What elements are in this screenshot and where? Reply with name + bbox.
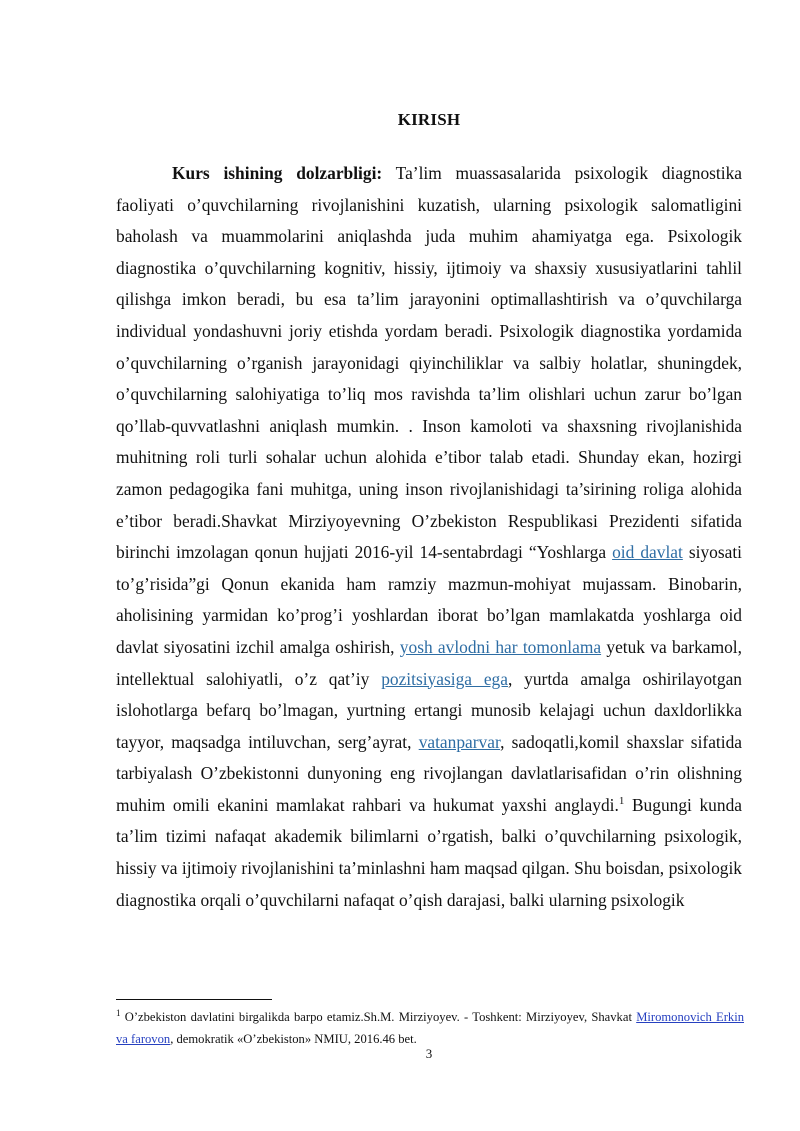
footnote-link[interactable]: Miromonovich Erkin va farovon bbox=[116, 1010, 744, 1046]
link-vatanparvar[interactable]: vatanparvar bbox=[418, 731, 501, 752]
link-oid-davlat[interactable]: oid davlat bbox=[612, 542, 683, 563]
link-yosh-avlodni[interactable]: yosh avlodni har tomonlama bbox=[399, 636, 602, 657]
page-number: 3 bbox=[425, 1046, 433, 1061]
lead-label: Kurs ishining dolzarbligi: bbox=[172, 163, 383, 183]
footnote-reference[interactable]: 1 bbox=[618, 795, 625, 808]
body-segment: , yurtda amalga oshirilayotgan islohotlarga befarq bo’lmagan, yurtning ertangi munosib kelajagi uchun daxldorlikka tayyor, maqsadga intiluvchan, serg’ayrat, bbox=[116, 668, 742, 752]
footnote bbox=[116, 1006, 744, 1050]
footnote-divider bbox=[116, 999, 272, 1000]
page-heading: KIRISH bbox=[397, 110, 461, 129]
footnote-number: 1 bbox=[116, 1007, 121, 1018]
body-segment: , sadoqatli,komil shaxslar sifatida tarbiyalash O’zbekistonni dunyoning eng rivojlangan davlatlarisafidan o’rin olishning muhim omili ekanini mamlakat rahbari va hukumat yaxshi anglaydi. bbox=[116, 731, 742, 815]
link-pozitsiyasiga-ega[interactable]: pozitsiyasiga ega bbox=[381, 668, 508, 689]
body-text bbox=[116, 158, 742, 916]
body-segment: Ta’lim muassasalarida psixologik diagnostika faoliyati o’quvchilarning rivojlanishini kuzatish, ularning psixologik salomatligini baholash va muammolarini aniqlashda juda muhim ahamiyatga ega. Psixologik diagnostika o’quvchilarning kognitiv, hissiy, ijtimoiy va shaxsiy xususiyatlarini tahlil qilishga imkon beradi, bu esa ta’lim jarayonini optimallashtirish va o’quvchilarga individual yondashuvni joriy etishda yordam beradi. Psixologik diagnostika yordamida o’quvchilarning o’rganish jarayonidagi qiyinchiliklar va salbiy holatlar, shuningdek, o’quvchilarning salohiyatiga to’liq mos ravishda ta’lim olishlari uchun zarur bo’lgan qo’llab-quvvatlashni aniqlash mumkin. . Inson kamoloti va shaxsning rivojlanishida muhitning roli turli sohalar uchun alohida e’tibor talab etadi. Shunday ekan, hozirgi zamon pedagogika fani muhitga, uning inson rivojlanishidagi ta’sirining roliga alohida e’tibor beradi.Shavkat Mirziyoyevning O’zbekiston Respublikasi Prezidenti sifatida birinchi imzolagan qonun hujjati 2016-yil 14-sentabrdagi “Yoshlarga bbox=[116, 163, 742, 563]
footnote-text: , demokratik «O’zbekiston» NMIU, 2016.46 bet. bbox=[170, 1032, 417, 1046]
footnote-text: O’zbekiston davlatini birgalikda barpo etamiz.Sh.M. Mirziyoyev. - Toshkent: Mirziyoyev, Shavkat bbox=[120, 1010, 637, 1024]
body-paragraph bbox=[116, 158, 742, 916]
body-segment: Bugungi kunda ta’lim tizimi nafaqat akademik bilimlarni o’rgatish, balki o’quvchilarning psixologik, hissiy va ijtimoiy rivojlanishini ta’minlashni ham maqsad qilgan. Shu boisdan, psixologik diagnostika orqali o’quvchilarni nafaqat o’qish darajasi, balki ularning psixologik bbox=[116, 794, 742, 910]
body-segment: yetuk va barkamol, intellektual salohiyatli, o’z qat’iy bbox=[116, 636, 742, 689]
body-segment: siyosati to’g’risida”gi Qonun ekanida ham ramziy mazmun-mohiyat mujassam. Binobarin, aholisining yarmidan ko’prog’i yoshlardan iborat bo’lgan mamlakatda yoshlarga oid davlat siyosatini izchil amalga oshirish, bbox=[116, 542, 742, 657]
